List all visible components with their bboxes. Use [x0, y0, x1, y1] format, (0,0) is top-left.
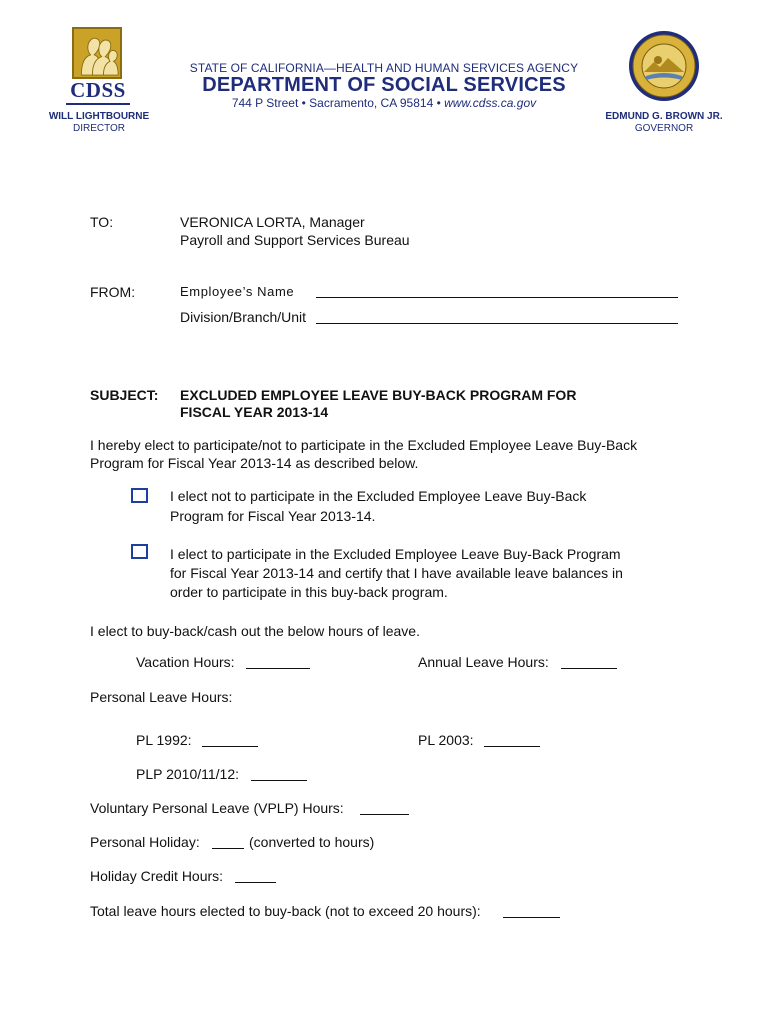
governor-name: EDMUND G. BROWN JR.	[605, 111, 723, 122]
to-department: Payroll and Support Services Bureau	[180, 232, 410, 248]
department-address	[168, 96, 600, 110]
employee-name-label: Employee’s Name	[180, 284, 295, 299]
vacation-hours-label: Vacation Hours:	[136, 654, 235, 670]
plp-field[interactable]	[251, 767, 307, 781]
state-seal	[628, 30, 700, 102]
annual-leave-hours-label: Annual Leave Hours:	[418, 654, 549, 670]
opt-out-line-2: Program for Fiscal Year 2013-14.	[170, 508, 376, 524]
annual-leave-hours-field[interactable]	[561, 655, 617, 669]
agency-name: STATE OF CALIFORNIA—HEALTH AND HUMAN SERVICES AGENCY	[189, 61, 579, 75]
opt-in-checkbox[interactable]	[131, 544, 148, 559]
plp-label: PLP 2010/11/12:	[136, 766, 240, 782]
personal-holiday-field[interactable]	[212, 835, 244, 849]
employee-name-field[interactable]	[316, 284, 678, 298]
pl-1992-label: PL 1992:	[136, 732, 192, 748]
pl-2003-label: PL 2003:	[418, 732, 474, 748]
vplp-hours-label: Voluntary Personal Leave (VPLP) Hours:	[90, 800, 344, 816]
vacation-hours-field[interactable]	[246, 655, 310, 669]
cdss-logo-text: CDSS	[70, 78, 126, 102]
pl-2003-field[interactable]	[484, 733, 540, 747]
cdss-logo	[72, 27, 122, 79]
to-label: TO:	[90, 214, 114, 230]
from-label: FROM:	[90, 284, 136, 300]
vplp-hours-field[interactable]	[360, 801, 409, 815]
buyback-intro: I elect to buy-back/cash out the below hours of leave.	[90, 623, 420, 639]
subject-line-2: FISCAL YEAR 2013-14	[180, 404, 329, 420]
intro-line-2: Program for Fiscal Year 2013-14 as described below.	[90, 455, 419, 471]
pl-1992-field[interactable]	[202, 733, 258, 747]
opt-in-line-1: I elect to participate in the Excluded Employee Leave Buy-Back Program	[170, 546, 621, 562]
holiday-credit-hours-label: Holiday Credit Hours:	[90, 868, 224, 884]
california-seal-icon	[628, 30, 700, 102]
personal-holiday-label: Personal Holiday:	[90, 834, 200, 850]
opt-in-line-2: for Fiscal Year 2013-14 and certify that I have available leave balances in	[170, 565, 623, 581]
division-field[interactable]	[316, 310, 678, 324]
total-hours-label: Total leave hours elected to buy-back (not to exceed 20 hours):	[90, 903, 481, 919]
cdss-logo-figures-icon	[74, 29, 120, 77]
holiday-credit-hours-field[interactable]	[235, 869, 276, 883]
governor-title: GOVERNOR	[634, 123, 694, 134]
director-name: WILL LIGHTBOURNE	[48, 111, 150, 122]
total-hours-field[interactable]	[503, 904, 560, 918]
opt-out-checkbox[interactable]	[131, 488, 148, 503]
personal-leave-hours-label: Personal Leave Hours:	[90, 689, 233, 705]
opt-out-line-1: I elect not to participate in the Excluded Employee Leave Buy-Back	[170, 488, 587, 504]
opt-in-line-3: order to participate in this buy-back program.	[170, 584, 448, 600]
department-name: DEPARTMENT OF SOCIAL SERVICES	[202, 74, 566, 96]
website-link[interactable]: www.cdss.ca.gov	[444, 96, 537, 110]
address-text: 744 P Street • Sacramento, CA 95814 •	[231, 96, 445, 110]
division-label: Division/Branch/Unit	[180, 309, 307, 325]
to-name: VERONICA LORTA, Manager	[180, 214, 365, 230]
director-title: DIRECTOR	[72, 123, 126, 134]
subject-line-1: EXCLUDED EMPLOYEE LEAVE BUY-BACK PROGRAM FOR	[180, 387, 577, 403]
intro-line-1: I hereby elect to participate/not to participate in the Excluded Employee Leave Buy-Back	[90, 437, 638, 453]
subject-label: SUBJECT:	[90, 387, 159, 403]
personal-holiday-note: (converted to hours)	[249, 834, 375, 850]
logo-divider	[66, 103, 130, 105]
